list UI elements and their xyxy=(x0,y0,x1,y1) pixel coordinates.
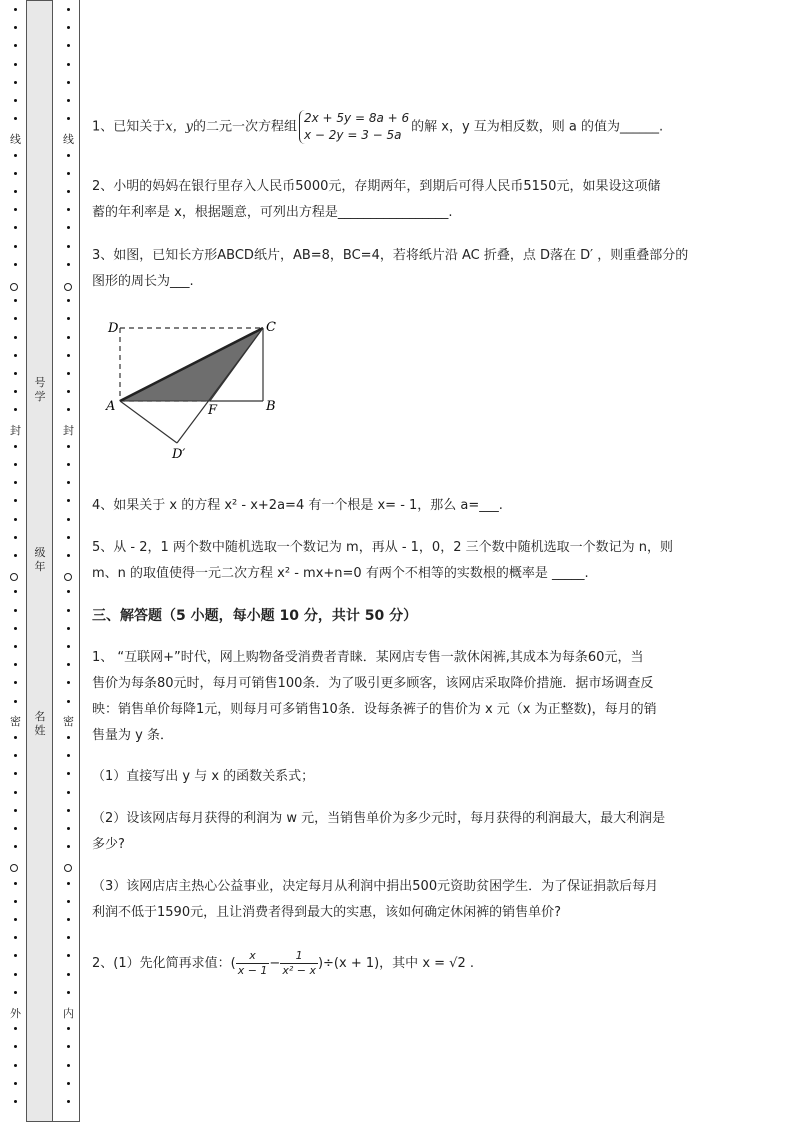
seal-circle xyxy=(10,864,18,872)
question-3 xyxy=(92,243,752,295)
binding-dot xyxy=(67,1100,70,1103)
problem-2 xyxy=(92,945,752,983)
p2-fraction-2 xyxy=(280,949,318,978)
p2-suffix: )÷(x + 1)，其中 x = √2 . xyxy=(317,956,474,971)
binding-margin-outer xyxy=(0,0,26,1123)
binding-dot xyxy=(14,900,17,903)
binding-dot xyxy=(14,1045,17,1048)
q1-vars: x，y xyxy=(165,119,193,135)
binding-dot xyxy=(67,554,70,557)
binding-dot xyxy=(14,536,17,539)
binding-dot xyxy=(67,245,70,248)
binding-dot xyxy=(67,936,70,939)
binding-dot xyxy=(14,99,17,102)
binding-dot xyxy=(14,154,17,157)
binding-dot xyxy=(67,791,70,794)
binding-dot xyxy=(67,190,70,193)
binding-dot xyxy=(67,445,70,448)
folded-rectangle-figure xyxy=(100,315,290,465)
binding-dot xyxy=(14,518,17,521)
binding-dot xyxy=(67,208,70,211)
binding-dot xyxy=(67,882,70,885)
binding-dot xyxy=(14,918,17,921)
binding-dot xyxy=(14,408,17,411)
seal-circle xyxy=(64,283,72,291)
binding-dot xyxy=(67,226,70,229)
binding-dot xyxy=(14,63,17,66)
binding-dot xyxy=(14,645,17,648)
binding-dot xyxy=(67,354,70,357)
binding-dot xyxy=(67,499,70,502)
seal-word-mi-outer: 密 xyxy=(10,715,21,728)
seal-word-feng-inner: 封 xyxy=(63,424,74,437)
binding-dot xyxy=(14,299,17,302)
q5-line-1: 5、从 - 2，1 两个数中随机选取一个数记为 m，再从 - 1，0，2 三个数中随机选取一个数记为 n，则 xyxy=(92,540,673,555)
binding-dot xyxy=(67,154,70,157)
p1-part-2-line-2: 多少? xyxy=(92,837,125,852)
p2-fraction-2-denominator: x² − x xyxy=(282,964,316,977)
binding-dot xyxy=(14,991,17,994)
binding-dot xyxy=(14,973,17,976)
q2-line-1: 2、小明的妈妈在银行里存入人民币5000元，存期两年，到期后可得人民币5150元，如果设这项储 xyxy=(92,179,661,194)
label-d-prime: D′ xyxy=(172,447,186,462)
p1-line-4: 售量为 y 条． xyxy=(92,728,173,743)
q1-suffix: 的解 x，y 互为相反数，则 a 的值为______. xyxy=(411,119,664,135)
binding-dot xyxy=(67,973,70,976)
q3-line-2: 图形的周长为___. xyxy=(92,274,194,289)
binding-dot xyxy=(67,736,70,739)
binding-dot xyxy=(67,536,70,539)
binding-dot xyxy=(67,99,70,102)
q2-line-2: 蓄的年利率是 x，根据题意，可列出方程是_________________. xyxy=(92,205,453,220)
binding-dot xyxy=(14,827,17,830)
problem-1 xyxy=(92,645,752,749)
binding-dot xyxy=(67,336,70,339)
label-c: C xyxy=(266,320,276,335)
p1-part-3-line-1: （3）该网店店主热心公益事业，决定每月从利润中捐出500元资助贫困学生．为了保证捐款后每月 xyxy=(92,879,659,894)
q1-mid: 的二元一次方程组 xyxy=(192,119,297,135)
binding-dot xyxy=(14,1100,17,1103)
q1-equation-1: 2x + 5y = 8a + 6 xyxy=(303,111,410,125)
binding-dot xyxy=(67,772,70,775)
binding-dot xyxy=(14,372,17,375)
binding-dot xyxy=(14,681,17,684)
binding-dot xyxy=(14,845,17,848)
binding-dot xyxy=(67,663,70,666)
q1-equation-2: x − 2y = 3 − 5a xyxy=(303,128,402,142)
binding-dot xyxy=(14,8,17,11)
p2-prefix: 2、(1）先化简再求值：( xyxy=(92,956,236,971)
question-2 xyxy=(92,174,752,226)
q4-text: 4、如果关于 x 的方程 x² - x+2a=4 有一个根是 x= - 1，那么 a=___. xyxy=(92,498,503,513)
binding-dot xyxy=(67,463,70,466)
p2-fraction-2-numerator: 1 xyxy=(280,949,318,964)
binding-dot xyxy=(67,827,70,830)
seal-word-xian-outer: 线 xyxy=(10,133,21,146)
binding-dot xyxy=(67,1082,70,1085)
seal-circle xyxy=(64,573,72,581)
seal-word-wai-outer: 外 xyxy=(10,1007,21,1020)
binding-dot xyxy=(67,372,70,375)
binding-dot xyxy=(14,463,17,466)
binding-dot xyxy=(14,226,17,229)
binding-dot xyxy=(67,954,70,957)
binding-dot xyxy=(14,590,17,593)
binding-dot xyxy=(67,63,70,66)
binding-dot xyxy=(67,44,70,47)
binding-dot xyxy=(67,700,70,703)
q1-equation-system xyxy=(299,110,409,144)
class-label: 级 年 xyxy=(34,546,46,573)
binding-dot xyxy=(14,44,17,47)
problem-1-part-1: （1）直接写出 y 与 x 的函数关系式； xyxy=(92,769,315,784)
binding-dot xyxy=(67,609,70,612)
binding-dot xyxy=(14,1082,17,1085)
binding-dot xyxy=(14,445,17,448)
binding-dot xyxy=(14,336,17,339)
p1-part-3-line-2: 利润不低于1590元，且让消费者得到最大的实惠，该如何确定休闲裤的销售单价? xyxy=(92,905,561,920)
question-5 xyxy=(92,535,752,587)
binding-dot xyxy=(67,26,70,29)
seal-word-mi-inner: 密 xyxy=(63,715,74,728)
binding-dot xyxy=(14,499,17,502)
binding-dot xyxy=(67,518,70,521)
p1-line-2: 售价为每条80元时，每月可销售100条．为了吸引更多顾客，该网店采取降价措施．据市场调查反 xyxy=(92,676,654,691)
binding-dot xyxy=(14,809,17,812)
binding-dot xyxy=(14,26,17,29)
binding-dot xyxy=(14,936,17,939)
binding-dot xyxy=(14,754,17,757)
seal-circle xyxy=(64,864,72,872)
p2-fraction-1-denominator: x − 1 xyxy=(237,964,268,977)
binding-dot xyxy=(14,554,17,557)
binding-dot xyxy=(14,81,17,84)
binding-dot xyxy=(67,299,70,302)
binding-dot xyxy=(67,754,70,757)
p2-fraction-1-numerator: x xyxy=(236,949,270,964)
problem-1-part-3 xyxy=(92,874,752,926)
binding-dot xyxy=(14,390,17,393)
binding-dot xyxy=(14,609,17,612)
binding-dot xyxy=(14,627,17,630)
q1-prefix: 1、已知关于 xyxy=(92,119,166,135)
binding-dot xyxy=(14,317,17,320)
binding-dot xyxy=(14,1064,17,1067)
binding-dot xyxy=(67,627,70,630)
binding-dot xyxy=(67,8,70,11)
name-label: 名 姓 xyxy=(34,710,46,737)
binding-dot xyxy=(14,172,17,175)
binding-dot xyxy=(14,772,17,775)
binding-dot xyxy=(14,1027,17,1030)
binding-dot xyxy=(67,590,70,593)
question-4 xyxy=(92,493,752,519)
binding-dot xyxy=(67,117,70,120)
binding-dot xyxy=(67,645,70,648)
binding-dot xyxy=(14,736,17,739)
section-3-title: 三、解答题（5 小题，每小题 10 分，共计 50 分） xyxy=(92,608,418,624)
binding-dot xyxy=(14,882,17,885)
p2-minus: − xyxy=(269,956,281,971)
binding-dot xyxy=(14,190,17,193)
student-id-label: 号 学 xyxy=(34,376,46,403)
p1-part-2-line-1: （2）设该网店每月获得的利润为 w 元，当销售单价为多少元时，每月获得的利润最大，最大利润是 xyxy=(92,811,666,826)
seal-circle xyxy=(10,573,18,581)
seal-circle xyxy=(10,283,18,291)
seal-word-xian-inner: 线 xyxy=(63,133,74,146)
binding-dot xyxy=(14,791,17,794)
binding-dot xyxy=(14,481,17,484)
binding-dot xyxy=(67,845,70,848)
edge-ad-prime xyxy=(120,401,177,443)
binding-dot xyxy=(14,263,17,266)
seal-word-feng-outer: 封 xyxy=(10,424,21,437)
binding-dot xyxy=(14,208,17,211)
p1-line-3: 映：销售单价每降1元，则每月可多销售10条．设每条裤子的售价为 x 元（x 为正整数)，每月的销 xyxy=(92,702,657,717)
binding-dot xyxy=(14,954,17,957)
binding-dot xyxy=(67,681,70,684)
binding-dot xyxy=(67,1027,70,1030)
binding-dot xyxy=(67,481,70,484)
p1-line-1: 1、 “互联网+”时代，网上购物备受消费者青睐．某网店专售一款休闲裤,其成本为每条60元，当 xyxy=(92,650,644,665)
binding-dot xyxy=(14,700,17,703)
seal-word-nei-inner: 内 xyxy=(63,1007,74,1020)
label-d: D xyxy=(108,321,119,336)
binding-dot xyxy=(67,1045,70,1048)
question-1 xyxy=(92,110,752,145)
binding-dot xyxy=(67,900,70,903)
binding-dot xyxy=(67,263,70,266)
p2-fraction-1 xyxy=(236,949,270,978)
binding-dot xyxy=(67,317,70,320)
q3-line-1: 3、如图，已知长方形ABCD纸片，AB=8，BC=4，若将纸片沿 AC 折叠，点 D落在 D′ ，则重叠部分的 xyxy=(92,248,689,263)
binding-dot xyxy=(67,81,70,84)
label-f: F xyxy=(208,403,218,418)
binding-dot xyxy=(67,918,70,921)
label-a: A xyxy=(106,399,116,414)
binding-dot xyxy=(67,991,70,994)
binding-dot xyxy=(14,354,17,357)
binding-dot xyxy=(67,172,70,175)
binding-dot xyxy=(14,663,17,666)
binding-dot xyxy=(67,408,70,411)
binding-dot xyxy=(67,1064,70,1067)
q5-line-2: m、n 的取值使得一元二次方程 x² - mx+n=0 有两个不相等的实数根的概率是 _____. xyxy=(92,566,589,581)
problem-1-part-2 xyxy=(92,806,752,858)
binding-dot xyxy=(67,809,70,812)
label-b: B xyxy=(266,399,276,414)
binding-dot xyxy=(67,390,70,393)
binding-dot xyxy=(14,117,17,120)
binding-dot xyxy=(14,245,17,248)
